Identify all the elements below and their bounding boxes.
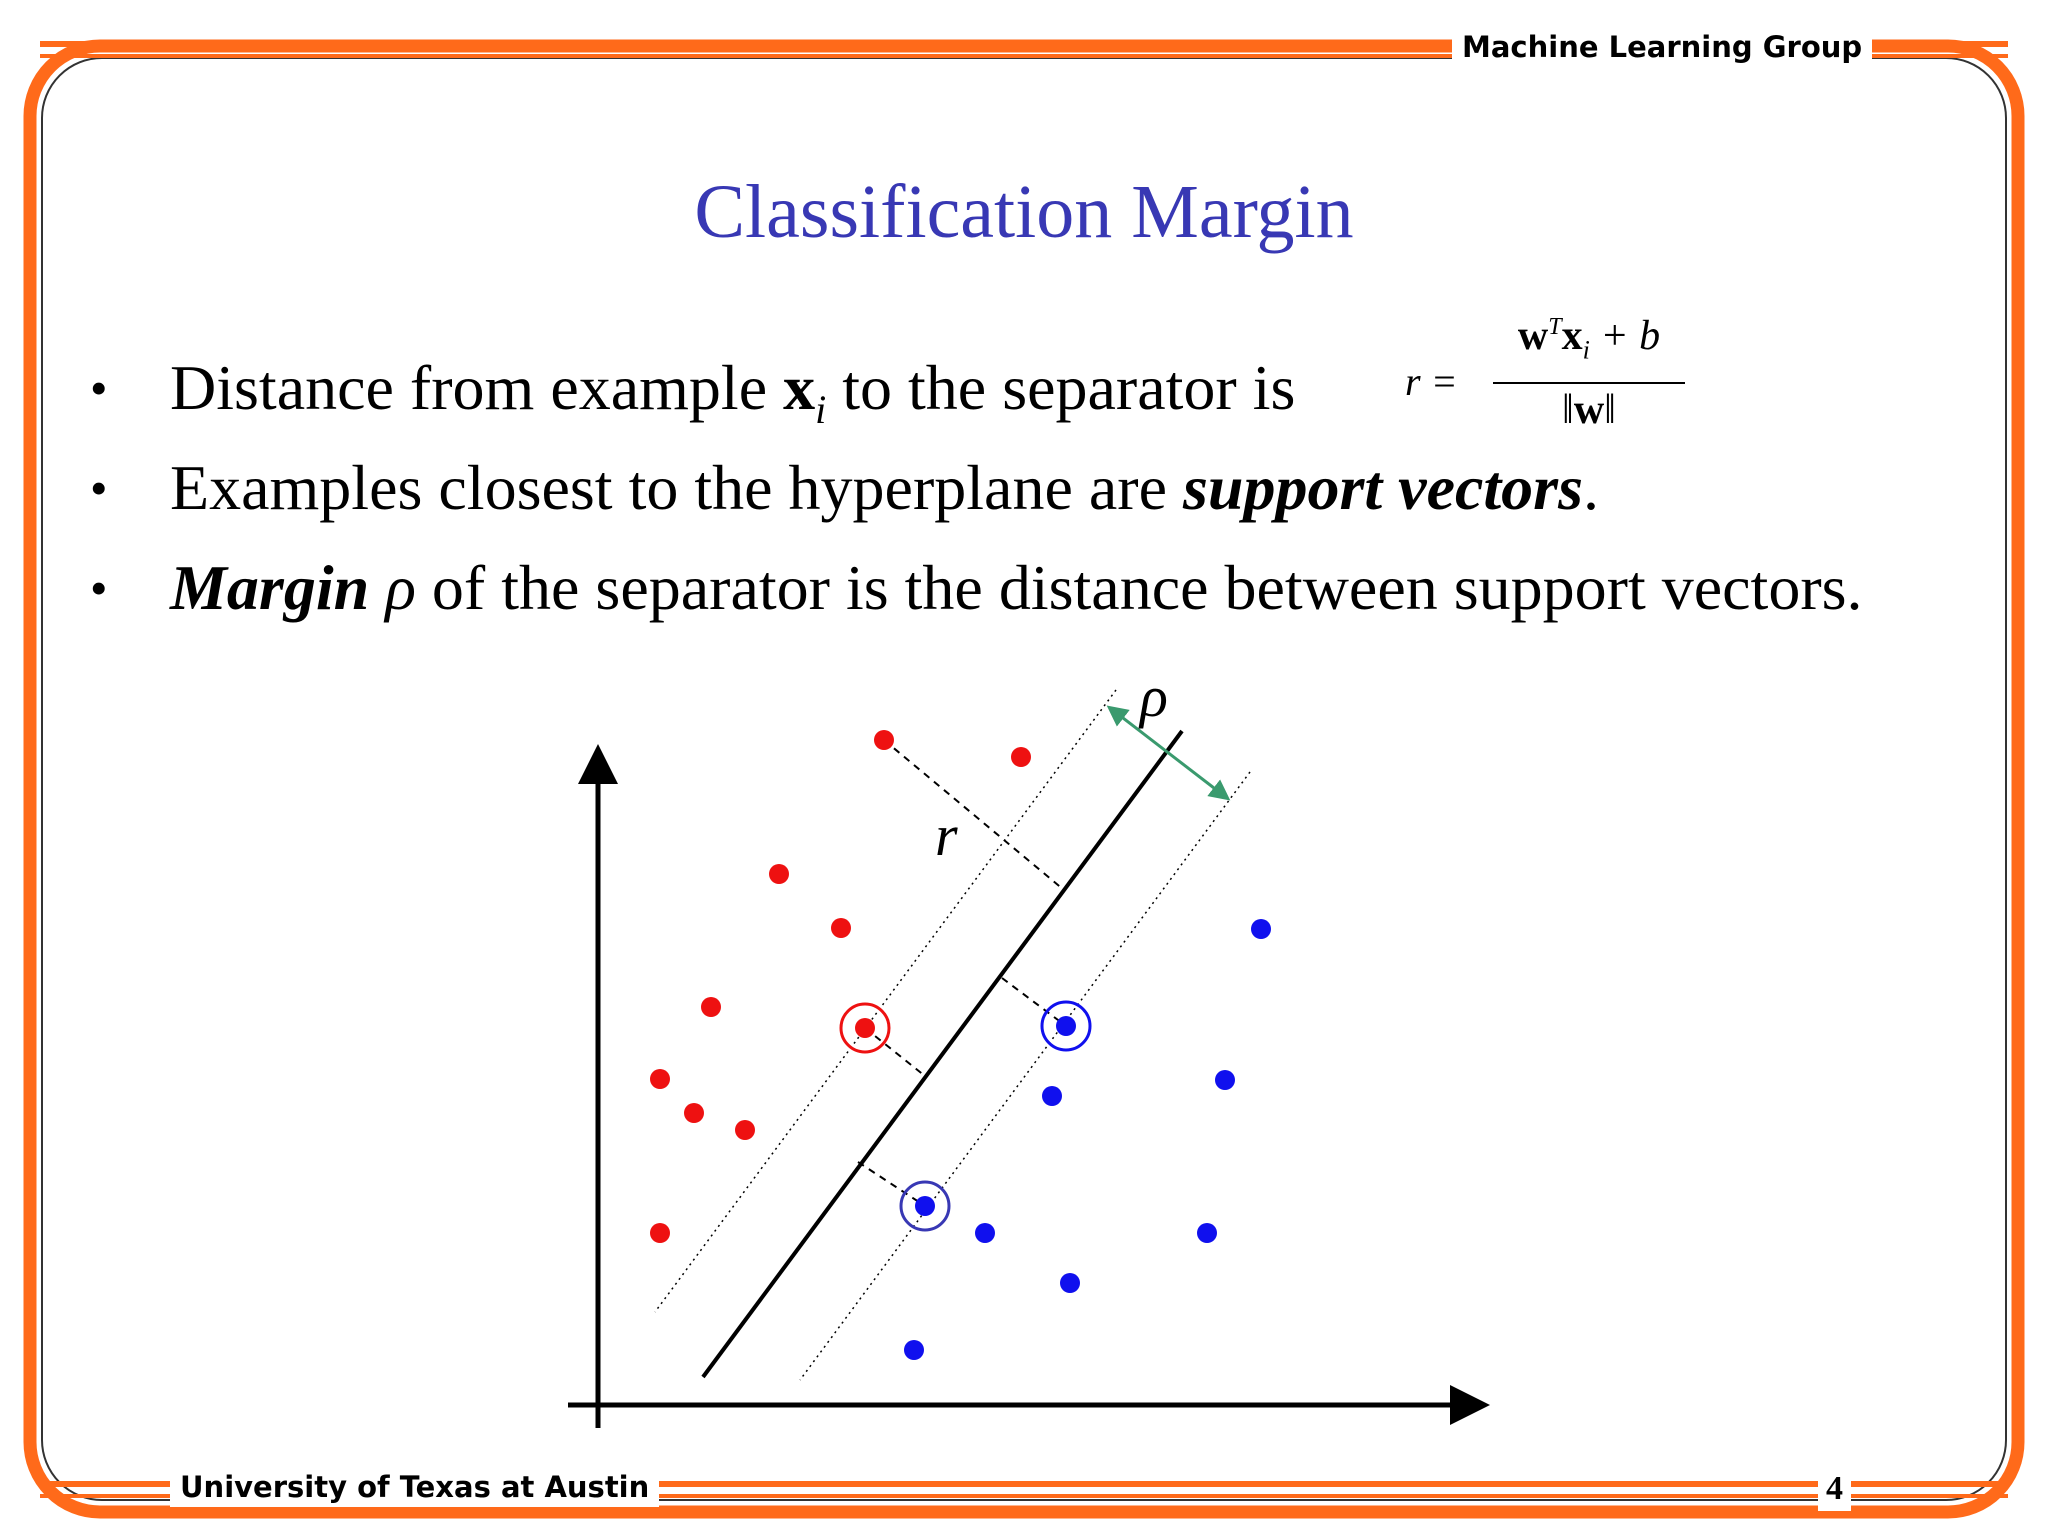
margin-line-upper: [655, 690, 1116, 1312]
sv-distance-blue-1: [1002, 978, 1066, 1026]
blue-point: [1215, 1070, 1235, 1090]
red-point: [701, 997, 721, 1017]
blue-point: [915, 1196, 935, 1216]
formula-x: x: [1561, 313, 1583, 359]
blue-points: [904, 919, 1271, 1360]
bullet-3-emphasis: Margin: [170, 552, 370, 623]
bullet-1-text-a: Distance from example: [170, 352, 784, 423]
bullet-2-emphasis: support vectors: [1182, 452, 1583, 523]
blue-point: [904, 1340, 924, 1360]
bullet-2-text-a: Examples closest to the hyperplane are: [170, 452, 1183, 523]
r-label: r: [935, 803, 958, 868]
red-point: [855, 1018, 875, 1038]
bullet-2-text-b: .: [1582, 452, 1599, 523]
red-point: [684, 1103, 704, 1123]
bullet-dot: •: [90, 360, 108, 416]
slide-title: Classification Margin: [694, 170, 1354, 254]
formula-w: w: [1517, 313, 1549, 359]
bullet-dot: •: [90, 460, 108, 516]
red-point: [769, 864, 789, 884]
bullet-3-text-b: of the separator is the distance between support vectors.: [415, 552, 1863, 623]
formula-den-w: w: [1573, 387, 1605, 433]
formula-T: T: [1548, 314, 1562, 340]
red-point: [874, 730, 894, 750]
rho-label: ρ: [1140, 664, 1168, 729]
blue-point: [1056, 1016, 1076, 1036]
red-points: [650, 730, 1031, 1243]
bullet-1-x: x: [783, 352, 816, 423]
formula-lhs: r =: [1405, 359, 1458, 404]
distance-r-line: [884, 740, 1064, 890]
blue-point: [1197, 1223, 1217, 1243]
margin-line-lower: [800, 772, 1250, 1380]
blue-point: [975, 1223, 995, 1243]
formula-plus-b: + b: [1589, 313, 1661, 359]
bullet-dot: •: [90, 560, 108, 616]
bullet-1-text-b: to the separator is: [826, 352, 1296, 423]
blue-point: [1060, 1273, 1080, 1293]
header-group-name: Machine Learning Group: [1452, 27, 1872, 67]
blue-point: [1251, 919, 1271, 939]
red-point: [735, 1120, 755, 1140]
red-point: [1011, 747, 1031, 767]
formula-i: i: [1582, 335, 1590, 365]
red-point: [650, 1069, 670, 1089]
bullet-1-sub-i: i: [815, 386, 827, 432]
red-point: [650, 1223, 670, 1243]
formula-denominator: ‖w‖: [1562, 387, 1616, 433]
footer-university: University of Texas at Austin: [170, 1467, 659, 1507]
red-point: [831, 918, 851, 938]
blue-point: [1042, 1086, 1062, 1106]
page-number: 4: [1818, 1467, 1851, 1511]
sv-distance-red: [865, 1028, 925, 1076]
bullet-3-rho: ρ: [385, 552, 416, 623]
margin-rho-arrow: [1110, 708, 1227, 798]
